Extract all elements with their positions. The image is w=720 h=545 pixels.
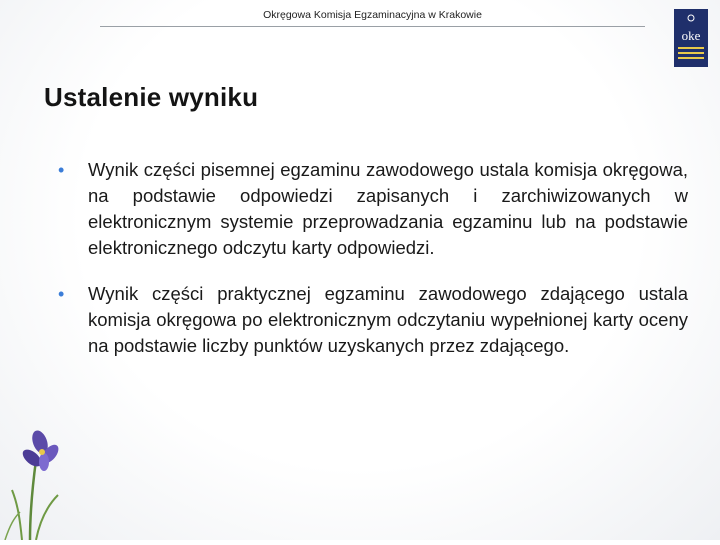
bullet-dot-icon: • [58,284,65,304]
page-title: Ustalenie wyniku [44,82,259,112]
bullet-dot-icon: • [58,160,65,180]
iris-flower-icon [0,420,70,540]
bullet-text: Wynik części pisemnej egzaminu zawodowego ustala komisja okręgowa, na podstawie odpowiedzi zapisanych i zarchiwizowanych w elektronicznym systemie przeprowadzania egzaminu lub na podstawie elektronicznego odczytu karty odpowiedzi. [88,159,688,258]
list-item [58,281,688,359]
list-item [58,157,688,261]
header-institution: Okręgowa Komisja Egzaminacyjna w Krakowie [263,9,482,21]
logo-text: oke [681,28,701,43]
bullet-list [58,157,688,379]
header-divider [100,26,645,27]
oke-logo-icon [674,9,708,67]
bullet-text: Wynik części praktycznej egzaminu zawodowego zdającego ustala komisja okręgowa po elektronicznym odczytaniu wypełnionej karty oceny na podstawie liczby punktów uzyskanych przez zdającego. [88,283,688,356]
